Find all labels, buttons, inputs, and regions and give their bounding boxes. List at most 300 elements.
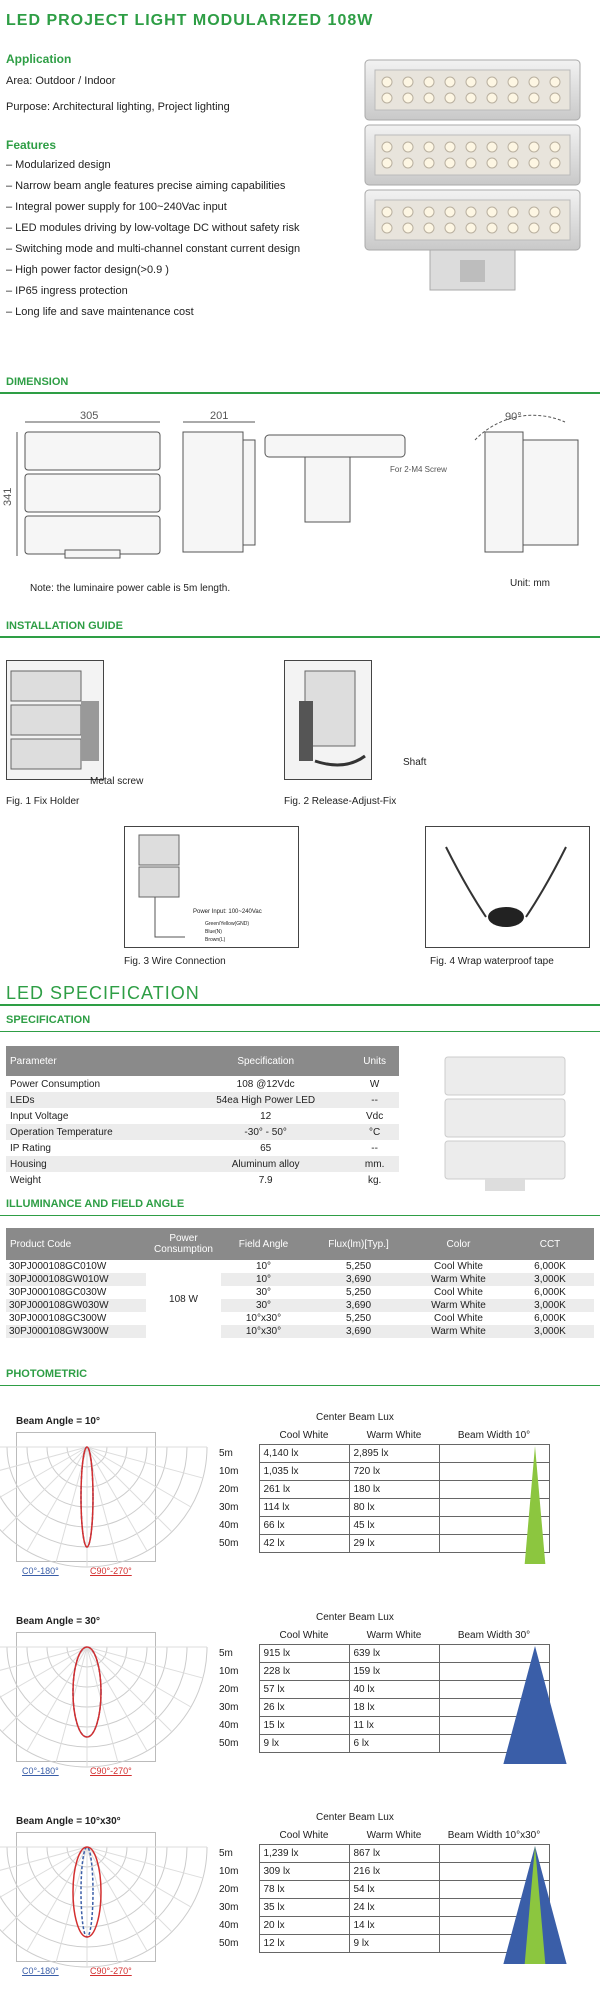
section-divider xyxy=(0,1385,600,1386)
distance-label: 5m xyxy=(219,1847,233,1859)
center-beam-lux-label: Center Beam Lux xyxy=(316,1612,394,1623)
led-dot xyxy=(403,93,413,103)
distance-label: 10m xyxy=(219,1865,239,1877)
lux-value: 639 lx xyxy=(349,1644,439,1662)
led-dot xyxy=(424,158,434,168)
column-header: Field Angle xyxy=(221,1228,306,1260)
led-dot xyxy=(424,223,434,233)
column-header: Cool White xyxy=(279,1830,329,1842)
table-cell: 30PJ000108GC010W xyxy=(9,1261,107,1272)
table-cell: Warm White xyxy=(431,1326,486,1337)
fig3-caption: Fig. 3 Wire Connection xyxy=(124,956,226,967)
polar-grid-spoke xyxy=(2,1847,87,1932)
distance-label: 5m xyxy=(219,1647,233,1659)
lux-value: 24 lx xyxy=(349,1898,439,1916)
beam-width-graphic xyxy=(480,1646,590,1766)
feature-item: – High power factor design(>0.9 ) xyxy=(6,264,169,276)
section-divider xyxy=(0,392,600,394)
lux-value: 2,895 lx xyxy=(349,1444,439,1462)
led-dot xyxy=(424,93,434,103)
distance-label: 20m xyxy=(219,1883,239,1895)
beam-angle-title: Beam Angle = 10°x30° xyxy=(16,1816,121,1827)
led-dot xyxy=(403,158,413,168)
distance-label: 20m xyxy=(219,1683,239,1695)
lux-value: 40 lx xyxy=(349,1680,439,1698)
lux-value: 4,140 lx xyxy=(259,1444,349,1462)
feature-item: – LED modules driving by low-voltage DC without safety risk xyxy=(6,222,300,234)
lux-value: 18 lx xyxy=(349,1698,439,1716)
led-dot xyxy=(529,77,539,87)
table-cell: Power Consumption xyxy=(10,1078,101,1090)
table-row xyxy=(6,1076,399,1092)
table-cell: Vdc xyxy=(366,1110,384,1122)
lux-value: 78 lx xyxy=(259,1880,349,1898)
installation-band xyxy=(0,620,600,638)
fig2-image xyxy=(284,660,372,780)
lux-value: 15 lx xyxy=(259,1716,349,1734)
lux-value: 1,239 lx xyxy=(259,1844,349,1862)
lux-value: 867 lx xyxy=(349,1844,439,1862)
led-dot xyxy=(508,158,518,168)
legend-c90: C90°-270° xyxy=(90,1566,132,1576)
spec-product-image xyxy=(430,1042,580,1192)
led-spec-heading: LED SPECIFICATION xyxy=(6,983,200,1003)
top-view xyxy=(265,435,405,522)
beam-angle-title: Beam Angle = 30° xyxy=(16,1616,100,1627)
led-dot xyxy=(382,142,392,152)
front-view xyxy=(25,432,160,558)
product-module xyxy=(365,60,580,120)
table-cell: 30PJ000108GC300W xyxy=(9,1313,107,1324)
legend-c90: C90°-270° xyxy=(90,1766,132,1776)
table-cell: Weight xyxy=(10,1174,41,1186)
table-header-row xyxy=(215,1628,549,1644)
fig2-callout: Shaft xyxy=(403,757,427,768)
led-dot xyxy=(487,158,497,168)
column-header: Cool White xyxy=(279,1430,329,1442)
table-header-row xyxy=(215,1428,549,1444)
dimension-band xyxy=(0,376,600,394)
lux-value: 42 lx xyxy=(259,1534,349,1552)
table-row xyxy=(6,1273,594,1286)
led-dot xyxy=(466,77,476,87)
installation-heading: INSTALLATION GUIDE xyxy=(6,620,123,632)
illuminance-heading: ILLUMINANCE AND FIELD ANGLE xyxy=(6,1198,185,1210)
table-cell: 6,000K xyxy=(534,1287,566,1298)
product-mount xyxy=(460,260,485,282)
photometric-heading: PHOTOMETRIC xyxy=(6,1368,88,1380)
led-dot xyxy=(550,77,560,87)
led-dot xyxy=(529,158,539,168)
polar-diagram xyxy=(16,1832,156,1962)
led-dot xyxy=(487,142,497,152)
table-cell: -- xyxy=(371,1094,378,1106)
led-dot xyxy=(382,223,392,233)
fig3-image xyxy=(124,826,299,948)
led-dot xyxy=(550,207,560,217)
led-dot xyxy=(487,93,497,103)
illuminance-table xyxy=(6,1228,594,1338)
led-dot xyxy=(445,142,455,152)
lux-value: 14 lx xyxy=(349,1916,439,1934)
table-cell: -30° - 50° xyxy=(244,1126,287,1138)
section-divider xyxy=(0,1031,600,1032)
table-cell: 108 W xyxy=(146,1260,221,1338)
photometric-block xyxy=(0,1808,600,1998)
distance-label: 30m xyxy=(219,1901,239,1913)
led-dot xyxy=(424,77,434,87)
section-divider xyxy=(0,1004,600,1006)
led-dot xyxy=(445,77,455,87)
table-cell: 30PJ000108GC030W xyxy=(9,1287,107,1298)
led-dot xyxy=(403,207,413,217)
table-cell: °C xyxy=(369,1126,381,1138)
led-dot xyxy=(382,93,392,103)
feature-item: – Integral power supply for 100~240Vac input xyxy=(6,201,227,213)
lux-value: 6 lx xyxy=(349,1734,439,1752)
led-dot xyxy=(550,142,560,152)
column-header: Flux(lm)[Typ.] xyxy=(306,1228,411,1260)
led-dot xyxy=(466,93,476,103)
table-row xyxy=(6,1260,594,1273)
led-dot xyxy=(466,158,476,168)
table-cell: Cool White xyxy=(434,1261,483,1272)
led-dot xyxy=(550,223,560,233)
table-cell: Housing xyxy=(10,1158,47,1170)
column-header: Cool White xyxy=(279,1630,329,1642)
specification-table xyxy=(6,1046,399,1188)
column-header: Beam Width 10°x30° xyxy=(447,1830,541,1842)
table-row xyxy=(6,1124,399,1140)
column-header: Power Consumption xyxy=(146,1228,221,1260)
table-cell: 65 xyxy=(260,1142,272,1154)
table-cell: Warm White xyxy=(431,1300,486,1311)
lux-value: 45 lx xyxy=(349,1516,439,1534)
led-dot xyxy=(424,207,434,217)
table-cell xyxy=(215,1628,259,1644)
led-dot xyxy=(508,223,518,233)
table-row xyxy=(6,1299,594,1312)
dimension-drawing xyxy=(2,400,595,560)
legend-c0: C0°-180° xyxy=(22,1566,59,1576)
led-dot xyxy=(466,142,476,152)
table-row xyxy=(6,1140,399,1156)
feature-item: – Long life and save maintenance cost xyxy=(6,306,194,318)
beam-cone-30 xyxy=(503,1646,566,1764)
table-cell: -- xyxy=(371,1142,378,1154)
lux-value: 180 lx xyxy=(349,1480,439,1498)
fig1-image xyxy=(6,660,104,780)
lux-value: 915 lx xyxy=(259,1644,349,1662)
table-cell: 3,000K xyxy=(534,1274,566,1285)
page-title: LED PROJECT LIGHT MODULARIZED 108W xyxy=(6,12,374,29)
led-dot xyxy=(550,93,560,103)
distance-label: 40m xyxy=(219,1719,239,1731)
angle-dimension: 90° xyxy=(505,411,522,423)
lux-value: 159 lx xyxy=(349,1662,439,1680)
fig1-callout: Metal screw xyxy=(90,776,144,787)
distance-label: 20m xyxy=(219,1483,239,1495)
distance-label: 30m xyxy=(219,1701,239,1713)
application-purpose: Purpose: Architectural lighting, Project lighting xyxy=(6,101,230,113)
product-module xyxy=(365,125,580,185)
legend-c0: C0°-180° xyxy=(22,1766,59,1776)
legend-c90: C90°-270° xyxy=(90,1966,132,1976)
features-list xyxy=(6,155,356,323)
column-header: Beam Width 30° xyxy=(457,1630,531,1642)
polar-grid-spoke xyxy=(87,1847,147,1951)
lux-value: 261 lx xyxy=(259,1480,349,1498)
lux-value: 54 lx xyxy=(349,1880,439,1898)
lux-value: 11 lx xyxy=(349,1716,439,1734)
column-header: Specification xyxy=(181,1046,350,1076)
table-cell: 10°x30° xyxy=(245,1326,282,1337)
table-cell: 5,250 xyxy=(345,1287,372,1298)
led-dot xyxy=(424,142,434,152)
table-cell: 30° xyxy=(255,1287,272,1298)
table-cell: 5,250 xyxy=(345,1313,372,1324)
polar-grid-spoke xyxy=(87,1647,191,1707)
led-dot xyxy=(508,93,518,103)
polar-grid-spoke xyxy=(2,1447,87,1532)
table-cell: IP Rating xyxy=(10,1142,51,1154)
table-cell: 3,690 xyxy=(345,1274,372,1285)
feature-item: – Narrow beam angle features precise aiming capabilities xyxy=(6,180,286,192)
table-row xyxy=(6,1156,399,1172)
fig3-text: Green/Yellow(GND) xyxy=(205,921,249,927)
beam-width-graphic xyxy=(480,1846,590,1966)
table-cell: 108 @12Vdc xyxy=(236,1078,295,1090)
lux-value: 720 lx xyxy=(349,1462,439,1480)
column-header: Warm White xyxy=(366,1830,422,1842)
table-cell: Aluminum alloy xyxy=(231,1158,300,1170)
table-cell: 30PJ000108GW010W xyxy=(9,1274,109,1285)
distance-label: 30m xyxy=(219,1501,239,1513)
distance-label: 50m xyxy=(219,1737,239,1749)
cable-note: Note: the luminaire power cable is 5m length. xyxy=(30,583,231,594)
table-cell: mm. xyxy=(364,1158,385,1170)
lux-value: 1,035 lx xyxy=(259,1462,349,1480)
table-cell: 6,000K xyxy=(534,1313,566,1324)
led-dot xyxy=(445,158,455,168)
beam-angle-title: Beam Angle = 10° xyxy=(16,1416,100,1427)
led-dot xyxy=(466,223,476,233)
table-cell: Input Voltage xyxy=(10,1110,69,1122)
table-cell: 3,000K xyxy=(534,1300,566,1311)
led-dot xyxy=(466,207,476,217)
lux-value: 66 lx xyxy=(259,1516,349,1534)
table-row xyxy=(6,1312,594,1325)
table-cell: 10° xyxy=(255,1274,272,1285)
polar-grid-spoke xyxy=(87,1847,172,1932)
table-row xyxy=(6,1325,594,1338)
fig3-text: Blue(N) xyxy=(205,929,222,935)
led-dot xyxy=(382,207,392,217)
legend-c0: C0°-180° xyxy=(22,1966,59,1976)
polar-grid-spoke xyxy=(87,1647,147,1751)
polar-grid-spoke xyxy=(27,1447,87,1551)
led-dot xyxy=(508,142,518,152)
table-cell: LEDs xyxy=(10,1094,35,1106)
application-heading: Application xyxy=(6,52,72,66)
table-cell: 6,000K xyxy=(534,1261,566,1272)
center-beam-lux-label: Center Beam Lux xyxy=(316,1412,394,1423)
lux-value: 26 lx xyxy=(259,1698,349,1716)
led-dot xyxy=(487,207,497,217)
lux-value: 29 lx xyxy=(349,1534,439,1552)
feature-item: – IP65 ingress protection xyxy=(6,285,128,297)
polar-grid-spoke xyxy=(87,1847,191,1907)
height-dimension: 341 xyxy=(2,487,14,506)
lux-value: 80 lx xyxy=(349,1498,439,1516)
screw-note: For 2-M4 Screw xyxy=(390,465,447,474)
distance-label: 10m xyxy=(219,1465,239,1477)
led-dot xyxy=(403,142,413,152)
dimension-heading: DIMENSION xyxy=(6,376,69,388)
photometric-band xyxy=(0,1368,600,1386)
application-area: Area: Outdoor / Indoor xyxy=(6,75,116,87)
feature-item: – Modularized design xyxy=(6,159,111,171)
product-module xyxy=(365,190,580,250)
illuminance-band xyxy=(0,1198,600,1216)
led-dot xyxy=(445,93,455,103)
led-dot xyxy=(508,77,518,87)
fig4-image xyxy=(425,826,590,948)
column-header: Beam Width 10° xyxy=(457,1430,531,1442)
led-dot xyxy=(529,207,539,217)
specification-band xyxy=(0,1014,600,1032)
table-cell: 10° xyxy=(255,1261,272,1272)
table-cell: Cool White xyxy=(434,1287,483,1298)
column-header: Warm White xyxy=(366,1630,422,1642)
center-beam-lux-label: Center Beam Lux xyxy=(316,1812,394,1823)
polar-grid-spoke xyxy=(27,1847,87,1951)
fig1-caption: Fig. 1 Fix Holder xyxy=(6,796,80,807)
led-dot xyxy=(529,142,539,152)
distance-label: 50m xyxy=(219,1537,239,1549)
led-dot xyxy=(529,93,539,103)
table-cell: 7.9 xyxy=(258,1174,273,1186)
led-dot xyxy=(403,77,413,87)
features-heading: Features xyxy=(6,138,57,152)
polar-grid-spoke xyxy=(87,1447,172,1532)
feature-item: – Switching mode and multi-channel constant current design xyxy=(6,243,301,255)
lux-value: 35 lx xyxy=(259,1898,349,1916)
led-dot xyxy=(403,223,413,233)
table-cell: 5,250 xyxy=(345,1261,372,1272)
lux-value: 9 lx xyxy=(349,1934,439,1952)
section-divider xyxy=(0,636,600,638)
specification-heading: SPECIFICATION xyxy=(6,1014,91,1026)
side-view xyxy=(183,432,255,552)
photometric-block xyxy=(0,1608,600,1798)
table-cell: 3,690 xyxy=(345,1326,372,1337)
led-dot xyxy=(487,223,497,233)
distance-label: 50m xyxy=(219,1937,239,1949)
fig3-text: Power Input: 100~240Vac xyxy=(193,909,262,915)
polar-grid-spoke xyxy=(87,1447,147,1551)
column-header: Color xyxy=(411,1228,506,1260)
distance-label: 10m xyxy=(219,1665,239,1677)
column-header: Warm White xyxy=(366,1430,422,1442)
column-header: CCT xyxy=(506,1228,594,1260)
lux-value: 9 lx xyxy=(259,1734,349,1752)
table-cell: 54ea High Power LED xyxy=(216,1094,316,1106)
table-cell: 12 xyxy=(260,1110,272,1122)
table-cell: 30PJ000108GW300W xyxy=(9,1326,109,1337)
lux-value: 114 lx xyxy=(259,1498,349,1516)
depth-dimension: 201 xyxy=(210,410,229,422)
table-cell: kg. xyxy=(367,1174,382,1186)
angle-view xyxy=(485,432,578,552)
table-header-row xyxy=(215,1828,549,1844)
column-header: Parameter xyxy=(6,1046,181,1076)
fig3-text: Brown(L) xyxy=(205,937,226,943)
table-cell: 3,000K xyxy=(534,1326,566,1337)
led-dot xyxy=(382,158,392,168)
led-dot xyxy=(550,158,560,168)
lux-value: 216 lx xyxy=(349,1862,439,1880)
table-cell: Warm White xyxy=(431,1274,486,1285)
table-cell: Cool White xyxy=(434,1313,483,1324)
polar-grid-spoke xyxy=(2,1647,87,1732)
table-row xyxy=(6,1108,399,1124)
table-row xyxy=(6,1286,594,1299)
column-header: Units xyxy=(350,1046,399,1076)
table-cell: Operation Temperature xyxy=(10,1126,113,1138)
fig2-caption: Fig. 2 Release-Adjust-Fix xyxy=(284,796,397,807)
section-divider xyxy=(0,1215,600,1216)
beam-cone-10 xyxy=(525,1446,546,1564)
distance-label: 5m xyxy=(219,1447,233,1459)
unit-note: Unit: mm xyxy=(510,578,550,589)
led-dot xyxy=(445,223,455,233)
polar-diagram xyxy=(16,1632,156,1762)
distance-label: 40m xyxy=(219,1519,239,1531)
lux-value: 57 lx xyxy=(259,1680,349,1698)
beam-width-graphic xyxy=(480,1446,590,1566)
width-dimension: 305 xyxy=(80,410,99,422)
table-cell: 3,690 xyxy=(345,1300,372,1311)
table-cell: 30PJ000108GW030W xyxy=(9,1300,109,1311)
lux-value: 12 lx xyxy=(259,1934,349,1952)
product-image xyxy=(360,55,590,300)
table-cell: 10°x30° xyxy=(245,1313,282,1324)
table-cell: 30° xyxy=(255,1300,272,1311)
table-cell xyxy=(215,1828,259,1844)
lux-value: 20 lx xyxy=(259,1916,349,1934)
table-row xyxy=(6,1092,399,1108)
photometric-block xyxy=(0,1408,600,1598)
table-cell: W xyxy=(369,1078,380,1090)
column-header: Product Code xyxy=(6,1228,146,1260)
led-dot xyxy=(529,223,539,233)
table-row xyxy=(6,1172,399,1188)
led-dot xyxy=(508,207,518,217)
polar-grid-spoke xyxy=(87,1447,191,1507)
led-dot xyxy=(382,77,392,87)
lux-value: 309 lx xyxy=(259,1862,349,1880)
led-dot xyxy=(445,207,455,217)
led-dot xyxy=(487,77,497,87)
polar-grid-spoke xyxy=(87,1647,172,1732)
lux-value: 228 lx xyxy=(259,1662,349,1680)
polar-grid-spoke xyxy=(27,1647,87,1751)
fig4-caption: Fig. 4 Wrap waterproof tape xyxy=(430,956,554,967)
table-cell xyxy=(215,1428,259,1444)
polar-diagram xyxy=(16,1432,156,1562)
distance-label: 40m xyxy=(219,1919,239,1931)
